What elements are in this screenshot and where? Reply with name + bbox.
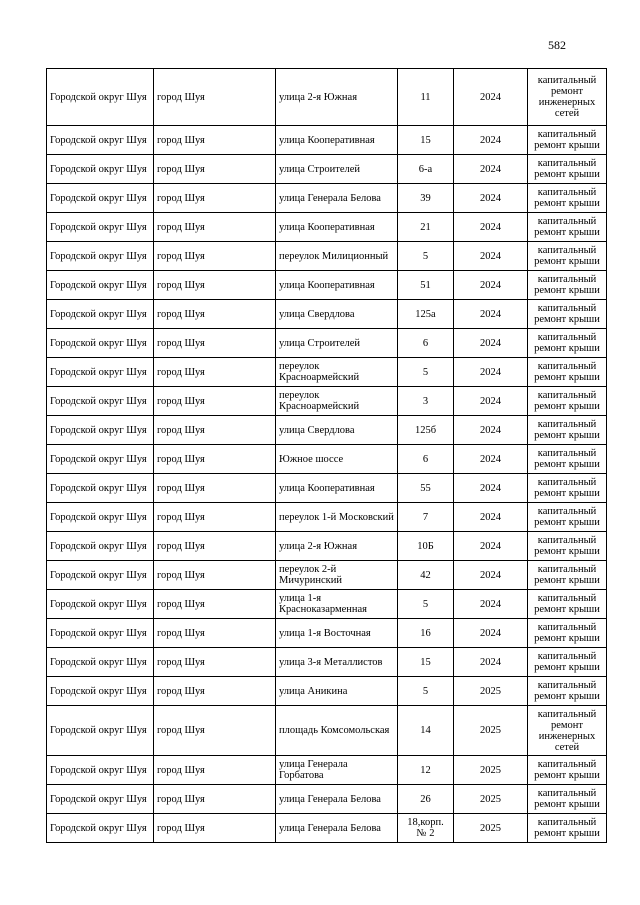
table-row — [47, 69, 607, 126]
table-row — [47, 706, 607, 756]
year-cell: 2024 — [454, 184, 528, 213]
street-cell: улица Свердлова — [276, 300, 398, 329]
municipality-cell: Городской округ Шуя — [47, 126, 154, 155]
city-cell: город Шуя — [154, 590, 276, 619]
city-cell: город Шуя — [154, 387, 276, 416]
table-row — [47, 445, 607, 474]
table-row — [47, 677, 607, 706]
table-row — [47, 184, 607, 213]
house-number-cell: 5 — [398, 358, 454, 387]
street-cell: улица Генерала Белова — [276, 814, 398, 843]
house-number-cell: 42 — [398, 561, 454, 590]
table-row — [47, 213, 607, 242]
city-cell: город Шуя — [154, 213, 276, 242]
municipality-cell: Городской округ Шуя — [47, 619, 154, 648]
municipality-cell: Городской округ Шуя — [47, 300, 154, 329]
street-cell: улица Строителей — [276, 155, 398, 184]
municipality-cell: Городской округ Шуя — [47, 474, 154, 503]
street-cell: переулок 1-й Московский — [276, 503, 398, 532]
city-cell: город Шуя — [154, 474, 276, 503]
table-row — [47, 648, 607, 677]
street-cell: улица Генерала Горбатова — [276, 756, 398, 785]
page-number: 582 — [548, 38, 566, 52]
city-cell: город Шуя — [154, 677, 276, 706]
table-row — [47, 329, 607, 358]
municipality-cell: Городской округ Шуя — [47, 213, 154, 242]
municipality-cell: Городской округ Шуя — [47, 785, 154, 814]
work-type-cell: капитальный ремонт крыши — [528, 756, 607, 785]
table-row — [47, 474, 607, 503]
street-cell: улица 1-я Красноказарменная — [276, 590, 398, 619]
house-number-cell: 15 — [398, 126, 454, 155]
municipality-cell: Городской округ Шуя — [47, 271, 154, 300]
year-cell: 2024 — [454, 69, 528, 126]
house-number-cell: 11 — [398, 69, 454, 126]
street-cell: улица Генерала Белова — [276, 785, 398, 814]
street-cell: улица Свердлова — [276, 416, 398, 445]
year-cell: 2024 — [454, 329, 528, 358]
city-cell: город Шуя — [154, 155, 276, 184]
municipality-cell: Городской округ Шуя — [47, 155, 154, 184]
street-cell: улица Аникина — [276, 677, 398, 706]
street-cell: площадь Комсомольская — [276, 706, 398, 756]
city-cell: город Шуя — [154, 532, 276, 561]
table-row — [47, 561, 607, 590]
house-number-cell: 5 — [398, 242, 454, 271]
municipality-cell: Городской округ Шуя — [47, 756, 154, 785]
street-cell: переулок Милиционный — [276, 242, 398, 271]
year-cell: 2024 — [454, 590, 528, 619]
street-cell: улица 2-я Южная — [276, 532, 398, 561]
work-type-cell: капитальный ремонт крыши — [528, 271, 607, 300]
house-number-cell: 18,корп. № 2 — [398, 814, 454, 843]
city-cell: город Шуя — [154, 445, 276, 474]
house-number-cell: 125б — [398, 416, 454, 445]
city-cell: город Шуя — [154, 619, 276, 648]
municipality-cell: Городской округ Шуя — [47, 416, 154, 445]
work-type-cell: капитальный ремонт крыши — [528, 387, 607, 416]
year-cell: 2024 — [454, 503, 528, 532]
year-cell: 2024 — [454, 242, 528, 271]
year-cell: 2024 — [454, 126, 528, 155]
work-type-cell: капитальный ремонт крыши — [528, 242, 607, 271]
municipality-cell: Городской округ Шуя — [47, 503, 154, 532]
year-cell: 2024 — [454, 474, 528, 503]
street-cell: улица 3-я Металлистов — [276, 648, 398, 677]
municipality-cell: Городской округ Шуя — [47, 590, 154, 619]
street-cell: улица Строителей — [276, 329, 398, 358]
house-number-cell: 51 — [398, 271, 454, 300]
repair-schedule-table — [46, 68, 607, 843]
work-type-cell: капитальный ремонт крыши — [528, 329, 607, 358]
year-cell: 2024 — [454, 155, 528, 184]
municipality-cell: Городской округ Шуя — [47, 532, 154, 561]
house-number-cell: 21 — [398, 213, 454, 242]
city-cell: город Шуя — [154, 69, 276, 126]
year-cell: 2024 — [454, 416, 528, 445]
house-number-cell: 14 — [398, 706, 454, 756]
work-type-cell: капитальный ремонт крыши — [528, 619, 607, 648]
table-row — [47, 416, 607, 445]
street-cell: улица 2-я Южная — [276, 69, 398, 126]
city-cell: город Шуя — [154, 416, 276, 445]
table-row — [47, 126, 607, 155]
year-cell: 2025 — [454, 706, 528, 756]
work-type-cell: капитальный ремонт крыши — [528, 648, 607, 677]
municipality-cell: Городской округ Шуя — [47, 677, 154, 706]
table-row — [47, 242, 607, 271]
street-cell: улица Кооперативная — [276, 126, 398, 155]
table-row — [47, 387, 607, 416]
house-number-cell: 7 — [398, 503, 454, 532]
year-cell: 2024 — [454, 648, 528, 677]
street-cell: улица Кооперативная — [276, 271, 398, 300]
table-row — [47, 814, 607, 843]
city-cell: город Шуя — [154, 648, 276, 677]
street-cell: переулок Красноармейский — [276, 358, 398, 387]
municipality-cell: Городской округ Шуя — [47, 184, 154, 213]
municipality-cell: Городской округ Шуя — [47, 814, 154, 843]
year-cell: 2024 — [454, 300, 528, 329]
year-cell: 2024 — [454, 387, 528, 416]
table-row — [47, 785, 607, 814]
city-cell: город Шуя — [154, 756, 276, 785]
city-cell: город Шуя — [154, 561, 276, 590]
street-cell: Южное шоссе — [276, 445, 398, 474]
house-number-cell: 26 — [398, 785, 454, 814]
house-number-cell: 5 — [398, 590, 454, 619]
street-cell: улица 1-я Восточная — [276, 619, 398, 648]
table-row — [47, 756, 607, 785]
street-cell: улица Кооперативная — [276, 474, 398, 503]
work-type-cell: капитальный ремонт крыши — [528, 126, 607, 155]
municipality-cell: Городской округ Шуя — [47, 329, 154, 358]
street-cell: переулок 2-й Мичуринский — [276, 561, 398, 590]
house-number-cell: 6-а — [398, 155, 454, 184]
year-cell: 2024 — [454, 213, 528, 242]
city-cell: город Шуя — [154, 706, 276, 756]
street-cell: переулок Красноармейский — [276, 387, 398, 416]
house-number-cell: 12 — [398, 756, 454, 785]
work-type-cell: капитальный ремонт крыши — [528, 445, 607, 474]
year-cell: 2024 — [454, 561, 528, 590]
street-cell: улица Кооперативная — [276, 213, 398, 242]
table-row — [47, 619, 607, 648]
municipality-cell: Городской округ Шуя — [47, 358, 154, 387]
city-cell: город Шуя — [154, 300, 276, 329]
city-cell: город Шуя — [154, 242, 276, 271]
work-type-cell: капитальный ремонт крыши — [528, 474, 607, 503]
year-cell: 2024 — [454, 358, 528, 387]
municipality-cell: Городской округ Шуя — [47, 706, 154, 756]
table-row — [47, 300, 607, 329]
work-type-cell: капитальный ремонт крыши — [528, 561, 607, 590]
year-cell: 2025 — [454, 756, 528, 785]
work-type-cell: капитальный ремонт крыши — [528, 814, 607, 843]
city-cell: город Шуя — [154, 503, 276, 532]
city-cell: город Шуя — [154, 814, 276, 843]
municipality-cell: Городской округ Шуя — [47, 561, 154, 590]
year-cell: 2024 — [454, 445, 528, 474]
work-type-cell: капитальный ремонт инженерных сетей — [528, 69, 607, 126]
municipality-cell: Городской округ Шуя — [47, 242, 154, 271]
work-type-cell: капитальный ремонт крыши — [528, 532, 607, 561]
house-number-cell: 15 — [398, 648, 454, 677]
municipality-cell: Городской округ Шуя — [47, 648, 154, 677]
table-row — [47, 532, 607, 561]
work-type-cell: капитальный ремонт крыши — [528, 785, 607, 814]
work-type-cell: капитальный ремонт крыши — [528, 184, 607, 213]
work-type-cell: капитальный ремонт крыши — [528, 677, 607, 706]
table-row — [47, 590, 607, 619]
work-type-cell: капитальный ремонт крыши — [528, 590, 607, 619]
city-cell: город Шуя — [154, 785, 276, 814]
municipality-cell: Городской округ Шуя — [47, 387, 154, 416]
house-number-cell: 5 — [398, 677, 454, 706]
city-cell: город Шуя — [154, 184, 276, 213]
table-row — [47, 271, 607, 300]
city-cell: город Шуя — [154, 329, 276, 358]
house-number-cell: 125а — [398, 300, 454, 329]
work-type-cell: капитальный ремонт крыши — [528, 155, 607, 184]
table-row — [47, 155, 607, 184]
house-number-cell: 16 — [398, 619, 454, 648]
municipality-cell: Городской округ Шуя — [47, 69, 154, 126]
table-row — [47, 503, 607, 532]
year-cell: 2024 — [454, 619, 528, 648]
house-number-cell: 3 — [398, 387, 454, 416]
municipality-cell: Городской округ Шуя — [47, 445, 154, 474]
year-cell: 2025 — [454, 785, 528, 814]
street-cell: улица Генерала Белова — [276, 184, 398, 213]
year-cell: 2024 — [454, 271, 528, 300]
work-type-cell: капитальный ремонт крыши — [528, 416, 607, 445]
work-type-cell: капитальный ремонт крыши — [528, 213, 607, 242]
year-cell: 2024 — [454, 532, 528, 561]
work-type-cell: капитальный ремонт инженерных сетей — [528, 706, 607, 756]
table-body — [47, 69, 607, 843]
work-type-cell: капитальный ремонт крыши — [528, 300, 607, 329]
city-cell: город Шуя — [154, 126, 276, 155]
city-cell: город Шуя — [154, 271, 276, 300]
house-number-cell: 10Б — [398, 532, 454, 561]
work-type-cell: капитальный ремонт крыши — [528, 358, 607, 387]
year-cell: 2025 — [454, 814, 528, 843]
work-type-cell: капитальный ремонт крыши — [528, 503, 607, 532]
house-number-cell: 55 — [398, 474, 454, 503]
city-cell: город Шуя — [154, 358, 276, 387]
table-row — [47, 358, 607, 387]
year-cell: 2025 — [454, 677, 528, 706]
house-number-cell: 6 — [398, 329, 454, 358]
house-number-cell: 39 — [398, 184, 454, 213]
house-number-cell: 6 — [398, 445, 454, 474]
